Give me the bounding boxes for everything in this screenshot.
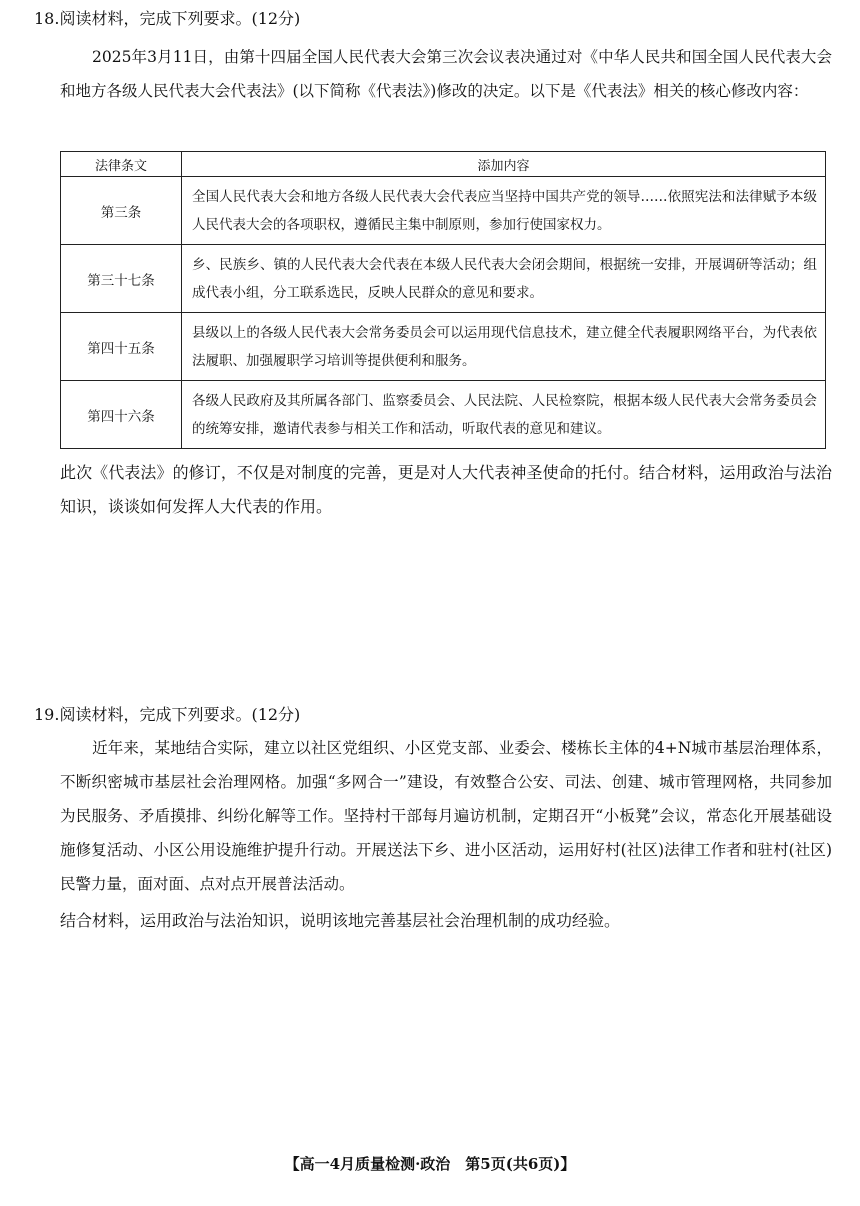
table-row [61,177,826,245]
q19-heading: 19.阅读材料，完成下列要求。(12分) [34,705,301,724]
q18-heading: 18.阅读材料，完成下列要求。(12分) [34,9,301,28]
table-row [61,245,826,313]
table-header-row [61,152,826,177]
table-cell-article: 第四十五条 [61,313,182,381]
q19-material-text: 近年来，某地结合实际，建立以社区党组织、小区党支部、业委会、楼栋长主体的4+N城市基层治理体系，不断织密城市基层社会治理网格。加强“多网合一”建设，有效整合公安、司法、创建、城市管理网格，共同参加为民服务、矛盾摸排、纠纷化解等工作。坚持村干部每月遍访机制，定期召开“小板凳”会议，常态化开展基础设施修复活动、小区公用设施维护提升行动。开展送法下乡、进小区活动，运用好村(社区)法律工作者和驻村(社区)民警力量，面对面、点对点开展普法活动。 [60,739,832,893]
q18-intro [60,40,832,108]
amendment-table [60,151,826,449]
table-row [61,381,826,449]
table-header-article: 法律条文 [61,152,182,177]
table-cell-content: 乡、民族乡、镇的人民代表大会代表在本级人民代表大会闭会期间，根据统一安排，开展调研等活动；组成代表小组，分工联系选民，反映人民群众的意见和要求。 [182,245,826,313]
q19-question: 结合材料，运用政治与法治知识，说明该地完善基层社会治理机制的成功经验。 [60,911,621,930]
table-cell-content: 各级人民政府及其所属各部门、监察委员会、人民法院、人民检察院，根据本级人民代表大会常务委员会的统筹安排，邀请代表参与相关工作和活动，听取代表的意见和建议。 [182,381,826,449]
table-cell-content: 县级以上的各级人民代表大会常务委员会可以运用现代信息技术，建立健全代表履职网络平台，为代表依法履职、加强履职学习培训等提供便利和服务。 [182,313,826,381]
page-footer: 【高一4月质量检测·政治 第5页(共6页)】 [284,1155,576,1173]
table-cell-content: 全国人民代表大会和地方各级人民代表大会代表应当坚持中国共产党的领导……依照宪法和法律赋予本级人民代表大会的各项职权，遵循民主集中制原则，参加行使国家权力。 [182,177,826,245]
table-row [61,313,826,381]
q18-question: 此次《代表法》的修订，不仅是对制度的完善，更是对人大代表神圣使命的托付。结合材料，运用政治与法治知识，谈谈如何发挥人大代表的作用。 [60,463,832,516]
q18-intro-text: 2025年3月11日，由第十四届全国人民代表大会第三次会议表决通过对《中华人民共和国全国人民代表大会和地方各级人民代表大会代表法》(以下简称《代表法》)修改的决定。以下是《代表法》相关的核心修改内容： [60,48,832,100]
q19-material [60,731,832,901]
table-cell-article: 第三条 [61,177,182,245]
table-header-content: 添加内容 [182,152,826,177]
table-cell-article: 第四十六条 [61,381,182,449]
table-cell-article: 第三十七条 [61,245,182,313]
